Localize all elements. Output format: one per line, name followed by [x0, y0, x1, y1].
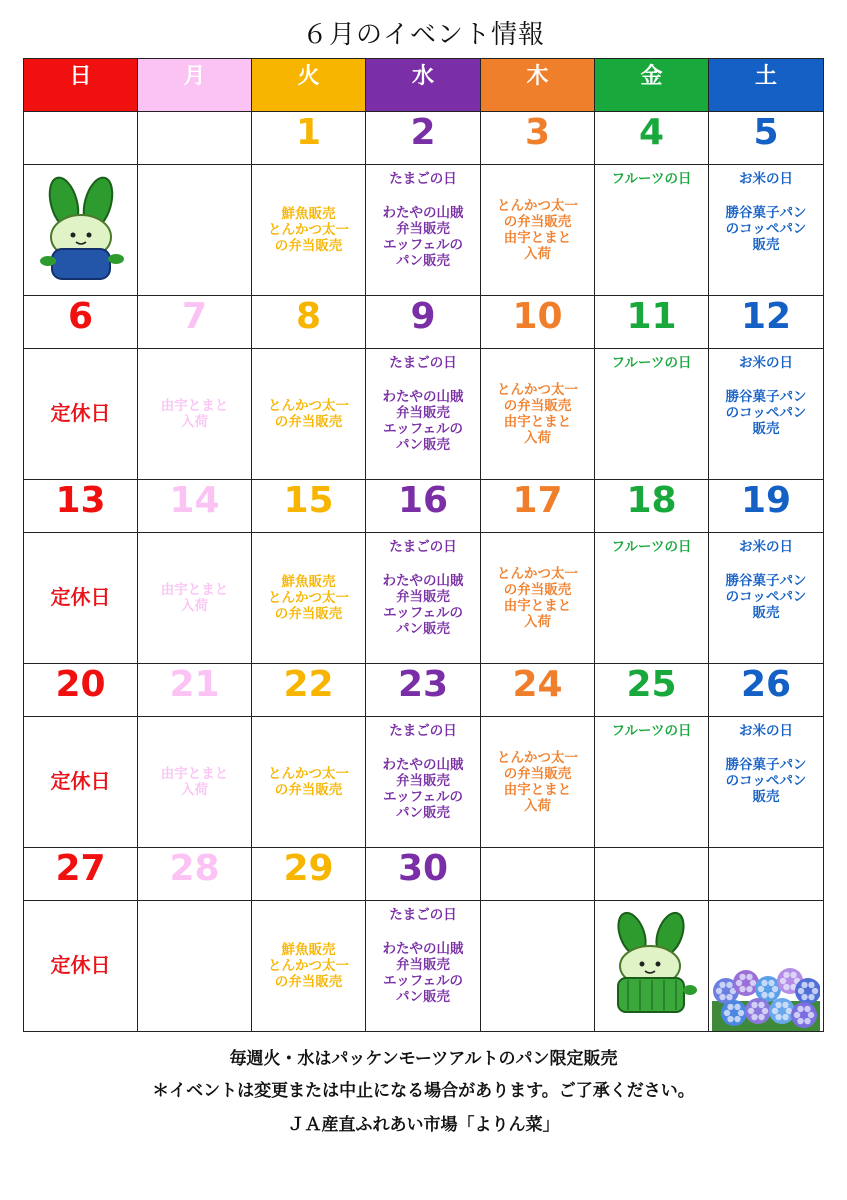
event-cell-mon	[138, 349, 252, 480]
event-highlight-wed: たまごの日	[389, 355, 457, 371]
date-row	[24, 664, 824, 717]
weekday-header-row	[24, 59, 824, 112]
event-cell-fri	[595, 165, 709, 296]
event-calendar	[23, 58, 824, 1032]
event-row	[24, 165, 824, 296]
event-text-thu: とんかつ太一 の弁当販売 由宇とまと 入荷	[497, 566, 578, 630]
date-row	[24, 112, 824, 165]
footer-note-bread: 毎週火・水はパッケンモーツアルトのパン限定販売	[229, 1049, 618, 1069]
date-cell-wed: 16	[366, 480, 481, 533]
event-highlight-fri: フルーツの日	[611, 539, 692, 555]
event-cell-sun	[24, 165, 138, 296]
event-cell-sun	[24, 901, 138, 1032]
event-cell-wed	[366, 165, 481, 296]
event-cell-tue	[252, 901, 366, 1032]
date-cell-fri: 4	[595, 112, 709, 165]
date-row	[24, 480, 824, 533]
event-cell-sun	[24, 717, 138, 848]
event-text-tue: とんかつ太一 の弁当販売	[268, 398, 349, 430]
event-highlight-sat: お米の日	[739, 171, 793, 187]
event-highlight-wed: たまごの日	[389, 723, 457, 739]
footer-note-disclaimer: ＊イベントは変更または中止になる場合があります。ご了承ください。	[152, 1081, 695, 1101]
closed-day-label: 定休日	[50, 400, 111, 425]
date-cell-mon: 21	[138, 664, 252, 717]
date-cell-mon: 28	[138, 848, 252, 901]
event-cell-thu	[481, 533, 595, 664]
event-cell-fri	[595, 717, 709, 848]
weekday-mon: 月	[138, 59, 252, 112]
event-text-tue: 鮮魚販売 とんかつ太一 の弁当販売	[268, 942, 349, 990]
date-cell-sat: 19	[709, 480, 824, 533]
event-cell-thu	[481, 717, 595, 848]
event-text-wed: わたやの山賊 弁当販売 エッフェルの パン販売	[382, 757, 464, 821]
event-text-thu: とんかつ太一 の弁当販売 由宇とまと 入荷	[497, 198, 578, 262]
closed-day-label: 定休日	[50, 952, 111, 977]
date-cell-sat: 26	[709, 664, 824, 717]
event-text-thu: とんかつ太一 の弁当販売 由宇とまと 入荷	[497, 382, 578, 446]
event-cell-tue	[252, 349, 366, 480]
event-text-sat: 勝谷菓子パン のコッペパン 販売	[725, 205, 807, 253]
page-title: ６月のイベント情報	[301, 20, 545, 50]
event-cell-thu	[481, 165, 595, 296]
date-cell-wed: 9	[366, 296, 481, 349]
event-text-wed: わたやの山賊 弁当販売 エッフェルの パン販売	[382, 941, 464, 1005]
event-text-sat: 勝谷菓子パン のコッペパン 販売	[725, 757, 807, 805]
date-cell-thu: 24	[481, 664, 595, 717]
date-cell-mon	[138, 112, 252, 165]
event-text-sat: 勝谷菓子パン のコッペパン 販売	[725, 389, 807, 437]
event-highlight-fri: フルーツの日	[611, 723, 692, 739]
date-cell-sun	[24, 112, 138, 165]
event-cell-wed	[366, 901, 481, 1032]
date-cell-sat	[709, 848, 824, 901]
event-text-tue: 鮮魚販売 とんかつ太一 の弁当販売	[268, 574, 349, 622]
event-cell-wed	[366, 349, 481, 480]
event-cell-thu	[481, 349, 595, 480]
date-cell-fri: 18	[595, 480, 709, 533]
date-cell-thu: 17	[481, 480, 595, 533]
event-text-tue: 鮮魚販売 とんかつ太一 の弁当販売	[268, 206, 349, 254]
weekday-sat: 土	[709, 59, 824, 112]
date-cell-fri: 25	[595, 664, 709, 717]
event-text-mon: 由宇とまと 入荷	[160, 398, 229, 430]
date-cell-thu: 10	[481, 296, 595, 349]
event-text-thu: とんかつ太一 の弁当販売 由宇とまと 入荷	[497, 750, 578, 814]
event-cell-sun	[24, 349, 138, 480]
date-cell-tue: 29	[252, 848, 366, 901]
event-cell-sat	[709, 165, 824, 296]
event-text-mon: 由宇とまと 入荷	[160, 582, 229, 614]
event-highlight-sat: お米の日	[739, 355, 793, 371]
event-text-mon: 由宇とまと 入荷	[160, 766, 229, 798]
event-cell-mon	[138, 165, 252, 296]
date-cell-mon: 7	[138, 296, 252, 349]
event-highlight-fri: フルーツの日	[611, 171, 692, 187]
event-cell-wed	[366, 533, 481, 664]
weekday-sun: 日	[24, 59, 138, 112]
event-row	[24, 901, 824, 1032]
event-highlight-wed: たまごの日	[389, 907, 457, 923]
event-cell-tue	[252, 165, 366, 296]
event-highlight-sat: お米の日	[739, 723, 793, 739]
weekday-wed: 水	[366, 59, 481, 112]
date-cell-fri: 11	[595, 296, 709, 349]
date-row	[24, 848, 824, 901]
date-cell-sat: 5	[709, 112, 824, 165]
event-cell-mon	[138, 533, 252, 664]
closed-day-label: 定休日	[50, 768, 111, 793]
weekday-fri: 金	[595, 59, 709, 112]
date-cell-thu: 3	[481, 112, 595, 165]
event-highlight-sat: お米の日	[739, 539, 793, 555]
closed-day-label: 定休日	[50, 584, 111, 609]
event-row	[24, 717, 824, 848]
event-cell-thu	[481, 901, 595, 1032]
date-row	[24, 296, 824, 349]
event-cell-sun	[24, 533, 138, 664]
date-cell-tue: 22	[252, 664, 366, 717]
event-row	[24, 533, 824, 664]
event-cell-sat	[709, 349, 824, 480]
date-cell-fri	[595, 848, 709, 901]
footer-store-name: ＪＡ産直ふれあい市場「よりん菜」	[287, 1115, 560, 1135]
date-cell-sun: 13	[24, 480, 138, 533]
event-cell-mon	[138, 717, 252, 848]
weekday-tue: 火	[252, 59, 366, 112]
date-cell-mon: 14	[138, 480, 252, 533]
event-cell-wed	[366, 717, 481, 848]
event-cell-sat	[709, 901, 824, 1032]
event-cell-tue	[252, 717, 366, 848]
weekday-thu: 木	[481, 59, 595, 112]
date-cell-sun: 20	[24, 664, 138, 717]
date-cell-wed: 23	[366, 664, 481, 717]
date-cell-thu	[481, 848, 595, 901]
date-cell-sun: 6	[24, 296, 138, 349]
event-cell-sat	[709, 717, 824, 848]
event-highlight-wed: たまごの日	[389, 171, 457, 187]
event-cell-fri	[595, 901, 709, 1032]
event-text-wed: わたやの山賊 弁当販売 エッフェルの パン販売	[382, 389, 464, 453]
event-text-sat: 勝谷菓子パン のコッペパン 販売	[725, 573, 807, 621]
date-cell-tue: 8	[252, 296, 366, 349]
event-row	[24, 349, 824, 480]
date-cell-wed: 2	[366, 112, 481, 165]
hydrangea-flowers-icon	[712, 961, 820, 1031]
mascot-rabbit-green-icon	[602, 910, 702, 1022]
mascot-rabbit-blue-icon	[36, 175, 126, 285]
date-cell-wed: 30	[366, 848, 481, 901]
date-cell-sat: 12	[709, 296, 824, 349]
event-highlight-fri: フルーツの日	[611, 355, 692, 371]
event-cell-fri	[595, 349, 709, 480]
event-cell-sat	[709, 533, 824, 664]
event-highlight-wed: たまごの日	[389, 539, 457, 555]
date-cell-tue: 15	[252, 480, 366, 533]
event-text-wed: わたやの山賊 弁当販売 エッフェルの パン販売	[382, 205, 464, 269]
event-cell-fri	[595, 533, 709, 664]
event-text-tue: とんかつ太一 の弁当販売	[268, 766, 349, 798]
event-text-wed: わたやの山賊 弁当販売 エッフェルの パン販売	[382, 573, 464, 637]
event-cell-mon	[138, 901, 252, 1032]
date-cell-tue: 1	[252, 112, 366, 165]
date-cell-sun: 27	[24, 848, 138, 901]
event-cell-tue	[252, 533, 366, 664]
